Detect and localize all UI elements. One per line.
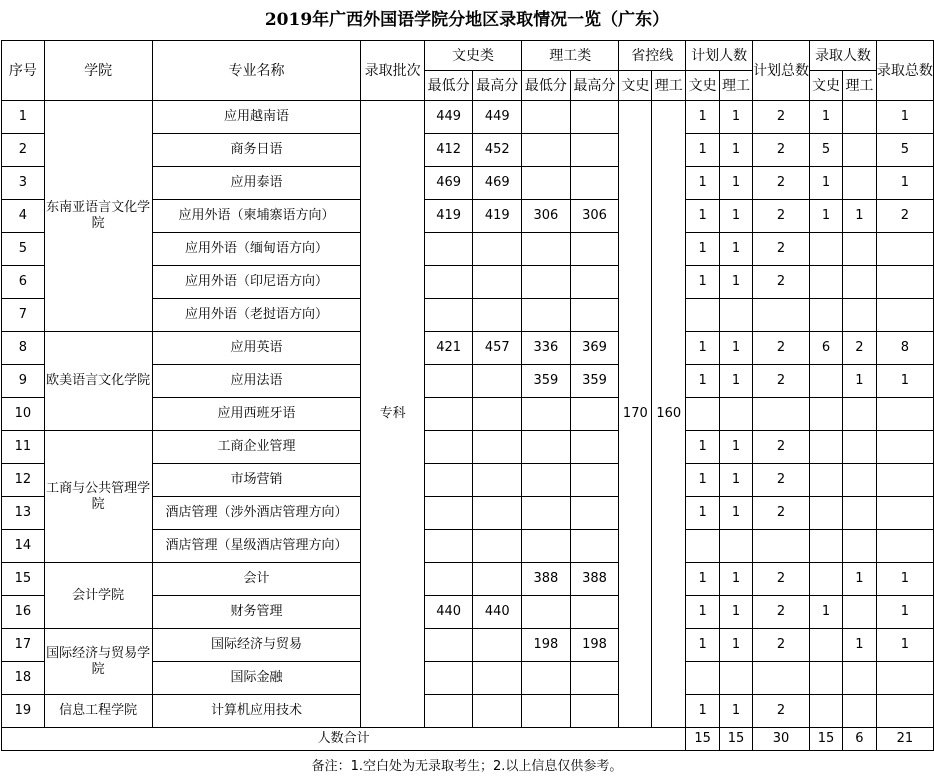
cell-admit-total <box>876 530 933 563</box>
cell-major: 应用越南语 <box>152 101 361 134</box>
cell-arts-max <box>473 497 522 530</box>
cell-plan-sci: 1 <box>720 233 753 266</box>
total-label: 人数合计 <box>2 728 686 751</box>
cell-plan-sci: 1 <box>720 167 753 200</box>
cell-sci-max <box>570 266 619 299</box>
table-row <box>2 332 934 365</box>
cell-admit-sci <box>843 695 877 728</box>
cell-plan-arts: 1 <box>686 101 720 134</box>
header-plan-arts: 文史 <box>686 71 720 101</box>
sheet-title: 2019年广西外国语学院分地区录取情况一览（广东） <box>264 10 670 30</box>
cell-admit-sci <box>843 167 877 200</box>
header-batch: 录取批次 <box>361 41 424 101</box>
cell-plan-sci: 1 <box>720 266 753 299</box>
cell-admit-arts <box>810 530 843 563</box>
cell-plan-arts: 1 <box>686 629 720 662</box>
header-college: 学院 <box>44 41 152 101</box>
cell-plan-total: 2 <box>753 332 810 365</box>
cell-admit-total <box>876 695 933 728</box>
header-admit-sci: 理工 <box>843 71 877 101</box>
header-control-arts: 文史 <box>619 71 652 101</box>
table-row <box>2 431 934 464</box>
cell-plan-arts: 1 <box>686 266 720 299</box>
cell-arts-min <box>424 299 473 332</box>
cell-admit-total: 1 <box>876 167 933 200</box>
cell-sci-min: 336 <box>522 332 571 365</box>
cell-plan-total <box>753 530 810 563</box>
cell-admit-arts: 1 <box>810 101 843 134</box>
cell-arts-min: 440 <box>424 596 473 629</box>
cell-admit-sci: 1 <box>843 200 877 233</box>
cell-admit-total <box>876 497 933 530</box>
cell-admit-total <box>876 266 933 299</box>
total-plan-total: 30 <box>753 728 810 751</box>
cell-sci-max <box>570 134 619 167</box>
cell-admit-total: 5 <box>876 134 933 167</box>
cell-major: 应用西班牙语 <box>152 398 361 431</box>
cell-plan-sci: 1 <box>720 332 753 365</box>
cell-plan-sci: 1 <box>720 200 753 233</box>
cell-plan-arts: 1 <box>686 332 720 365</box>
cell-sci-min <box>522 398 571 431</box>
cell-admit-total <box>876 431 933 464</box>
cell-admit-total: 2 <box>876 200 933 233</box>
cell-arts-min: 412 <box>424 134 473 167</box>
cell-plan-total: 2 <box>753 629 810 662</box>
cell-plan-sci: 1 <box>720 464 753 497</box>
cell-admit-total <box>876 662 933 695</box>
cell-admit-sci <box>843 299 877 332</box>
cell-admit-sci <box>843 431 877 464</box>
cell-sci-max <box>570 167 619 200</box>
cell-admit-arts: 1 <box>810 200 843 233</box>
cell-arts-max <box>473 662 522 695</box>
cell-admit-arts <box>810 629 843 662</box>
cell-seq: 6 <box>2 266 45 299</box>
cell-admit-sci <box>843 233 877 266</box>
cell-plan-arts: 1 <box>686 563 720 596</box>
total-admit-arts: 15 <box>810 728 843 751</box>
cell-seq: 19 <box>2 695 45 728</box>
cell-arts-max <box>473 266 522 299</box>
cell-arts-max <box>473 233 522 266</box>
total-plan-sci: 15 <box>720 728 753 751</box>
cell-seq: 15 <box>2 563 45 596</box>
header-sci-max: 最高分 <box>570 71 619 101</box>
cell-plan-total: 2 <box>753 233 810 266</box>
cell-sci-min <box>522 497 571 530</box>
cell-major: 酒店管理（星级酒店管理方向） <box>152 530 361 563</box>
cell-admit-sci <box>843 266 877 299</box>
cell-admit-total <box>876 233 933 266</box>
footnote: 备注：1.空白处为无录取考生；2.以上信息仅供参考。 <box>311 759 623 774</box>
cell-major: 酒店管理（涉外酒店管理方向） <box>152 497 361 530</box>
cell-admit-arts: 6 <box>810 332 843 365</box>
header-arts-group: 文史类 <box>424 41 521 71</box>
header-control-group: 省控线 <box>619 41 686 71</box>
table-row <box>2 695 934 728</box>
cell-arts-max <box>473 398 522 431</box>
cell-seq: 16 <box>2 596 45 629</box>
cell-plan-total: 2 <box>753 497 810 530</box>
cell-arts-max <box>473 629 522 662</box>
admission-table <box>1 40 934 751</box>
total-row <box>2 728 934 751</box>
cell-admit-sci: 1 <box>843 563 877 596</box>
cell-admit-arts: 1 <box>810 167 843 200</box>
cell-plan-sci <box>720 299 753 332</box>
cell-arts-min: 421 <box>424 332 473 365</box>
cell-major: 应用外语（老挝语方向） <box>152 299 361 332</box>
cell-arts-min <box>424 233 473 266</box>
cell-plan-arts: 1 <box>686 233 720 266</box>
cell-admit-arts <box>810 662 843 695</box>
header-plan-total: 计划总数 <box>753 41 810 101</box>
cell-major: 国际经济与贸易 <box>152 629 361 662</box>
cell-plan-sci: 1 <box>720 563 753 596</box>
cell-admit-arts <box>810 464 843 497</box>
cell-admit-sci <box>843 398 877 431</box>
cell-sci-min <box>522 101 571 134</box>
header-admit-total: 录取总数 <box>876 41 933 101</box>
cell-plan-sci: 1 <box>720 365 753 398</box>
cell-arts-min: 469 <box>424 167 473 200</box>
cell-plan-total: 2 <box>753 695 810 728</box>
table-row <box>2 563 934 596</box>
cell-admit-arts <box>810 497 843 530</box>
cell-plan-total: 2 <box>753 266 810 299</box>
cell-admit-sci <box>843 596 877 629</box>
cell-arts-max: 419 <box>473 200 522 233</box>
cell-arts-max <box>473 299 522 332</box>
cell-plan-total <box>753 299 810 332</box>
cell-major: 应用泰语 <box>152 167 361 200</box>
cell-college: 工商与公共管理学院 <box>44 431 152 563</box>
cell-arts-max <box>473 365 522 398</box>
cell-sci-max <box>570 431 619 464</box>
cell-plan-sci <box>720 398 753 431</box>
cell-college: 信息工程学院 <box>44 695 152 728</box>
cell-seq: 1 <box>2 101 45 134</box>
cell-sci-min: 359 <box>522 365 571 398</box>
cell-sci-max: 198 <box>570 629 619 662</box>
cell-seq: 7 <box>2 299 45 332</box>
cell-arts-max: 452 <box>473 134 522 167</box>
cell-admit-sci <box>843 662 877 695</box>
cell-arts-max <box>473 431 522 464</box>
cell-arts-min: 449 <box>424 101 473 134</box>
cell-admit-total: 1 <box>876 101 933 134</box>
cell-sci-min <box>522 134 571 167</box>
cell-arts-min <box>424 563 473 596</box>
cell-admit-sci: 1 <box>843 365 877 398</box>
cell-seq: 4 <box>2 200 45 233</box>
cell-seq: 17 <box>2 629 45 662</box>
cell-seq: 9 <box>2 365 45 398</box>
cell-arts-min <box>424 695 473 728</box>
cell-sci-max <box>570 233 619 266</box>
table-row <box>2 101 934 134</box>
cell-plan-total: 2 <box>753 596 810 629</box>
cell-sci-min <box>522 299 571 332</box>
cell-seq: 10 <box>2 398 45 431</box>
cell-plan-arts: 1 <box>686 134 720 167</box>
cell-sci-min <box>522 167 571 200</box>
total-admit-sci: 6 <box>843 728 877 751</box>
cell-seq: 5 <box>2 233 45 266</box>
cell-admit-arts <box>810 266 843 299</box>
cell-major: 工商企业管理 <box>152 431 361 464</box>
cell-plan-arts: 1 <box>686 596 720 629</box>
cell-admit-total <box>876 464 933 497</box>
cell-arts-max: 449 <box>473 101 522 134</box>
cell-sci-min <box>522 662 571 695</box>
cell-admit-sci <box>843 134 877 167</box>
cell-admit-total: 1 <box>876 563 933 596</box>
header-control-sci: 理工 <box>652 71 686 101</box>
cell-plan-sci: 1 <box>720 629 753 662</box>
cell-plan-sci: 1 <box>720 101 753 134</box>
header-sci-min: 最低分 <box>522 71 571 101</box>
cell-seq: 18 <box>2 662 45 695</box>
cell-sci-max <box>570 497 619 530</box>
cell-plan-arts: 1 <box>686 167 720 200</box>
cell-arts-max <box>473 464 522 497</box>
cell-college: 东南亚语言文化学院 <box>44 101 152 332</box>
cell-admit-arts: 5 <box>810 134 843 167</box>
cell-major: 应用外语（缅甸语方向） <box>152 233 361 266</box>
cell-plan-total: 2 <box>753 167 810 200</box>
cell-plan-total: 2 <box>753 134 810 167</box>
cell-arts-min <box>424 464 473 497</box>
cell-seq: 2 <box>2 134 45 167</box>
cell-plan-arts: 1 <box>686 464 720 497</box>
cell-major: 应用外语（印尼语方向） <box>152 266 361 299</box>
cell-college: 欧美语言文化学院 <box>44 332 152 431</box>
cell-college: 会计学院 <box>44 563 152 629</box>
cell-arts-min <box>424 530 473 563</box>
cell-major: 应用法语 <box>152 365 361 398</box>
cell-plan-arts: 1 <box>686 200 720 233</box>
cell-admit-arts <box>810 299 843 332</box>
cell-arts-min <box>424 431 473 464</box>
header-plan-group: 计划人数 <box>686 41 753 71</box>
cell-sci-min <box>522 695 571 728</box>
cell-sci-max: 369 <box>570 332 619 365</box>
cell-major: 会计 <box>152 563 361 596</box>
cell-sci-max <box>570 101 619 134</box>
cell-admit-sci: 1 <box>843 629 877 662</box>
cell-sci-max: 359 <box>570 365 619 398</box>
cell-seq: 13 <box>2 497 45 530</box>
header-admit-arts: 文史 <box>810 71 843 101</box>
cell-sci-max <box>570 464 619 497</box>
cell-plan-total: 2 <box>753 431 810 464</box>
cell-major: 市场营销 <box>152 464 361 497</box>
cell-plan-sci: 1 <box>720 695 753 728</box>
cell-sci-max <box>570 695 619 728</box>
total-admit-total: 21 <box>876 728 933 751</box>
header-admit-group: 录取人数 <box>810 41 877 71</box>
cell-plan-sci: 1 <box>720 497 753 530</box>
cell-arts-min <box>424 629 473 662</box>
cell-admit-total: 1 <box>876 629 933 662</box>
cell-plan-arts: 1 <box>686 365 720 398</box>
cell-arts-min <box>424 365 473 398</box>
header-arts-max: 最高分 <box>473 71 522 101</box>
cell-arts-max <box>473 695 522 728</box>
cell-sci-min <box>522 431 571 464</box>
cell-sci-max <box>570 530 619 563</box>
header-seq: 序号 <box>2 41 45 101</box>
cell-major: 计算机应用技术 <box>152 695 361 728</box>
cell-control-arts: 170 <box>619 101 652 728</box>
cell-admit-sci: 2 <box>843 332 877 365</box>
cell-arts-max: 469 <box>473 167 522 200</box>
cell-control-sci: 160 <box>652 101 686 728</box>
cell-major: 应用英语 <box>152 332 361 365</box>
cell-plan-arts: 1 <box>686 497 720 530</box>
cell-plan-arts <box>686 662 720 695</box>
cell-arts-min <box>424 398 473 431</box>
cell-plan-sci: 1 <box>720 431 753 464</box>
cell-plan-arts: 1 <box>686 431 720 464</box>
cell-seq: 8 <box>2 332 45 365</box>
cell-sci-min <box>522 233 571 266</box>
cell-seq: 12 <box>2 464 45 497</box>
cell-admit-sci <box>843 101 877 134</box>
cell-batch: 专科 <box>361 101 424 728</box>
cell-plan-sci <box>720 662 753 695</box>
total-plan-arts: 15 <box>686 728 720 751</box>
cell-sci-min <box>522 596 571 629</box>
cell-plan-arts <box>686 530 720 563</box>
cell-admit-arts <box>810 365 843 398</box>
cell-plan-sci: 1 <box>720 596 753 629</box>
cell-sci-max: 388 <box>570 563 619 596</box>
cell-sci-min <box>522 530 571 563</box>
cell-sci-max <box>570 398 619 431</box>
cell-admit-arts <box>810 563 843 596</box>
cell-plan-total: 2 <box>753 101 810 134</box>
cell-college: 国际经济与贸易学院 <box>44 629 152 695</box>
cell-admit-sci <box>843 530 877 563</box>
cell-admit-total <box>876 398 933 431</box>
cell-plan-arts <box>686 398 720 431</box>
cell-admit-sci <box>843 464 877 497</box>
cell-plan-total <box>753 398 810 431</box>
cell-seq: 3 <box>2 167 45 200</box>
cell-sci-max <box>570 596 619 629</box>
header-row-1 <box>2 41 934 71</box>
cell-admit-total: 1 <box>876 365 933 398</box>
cell-admit-arts <box>810 233 843 266</box>
cell-plan-total: 2 <box>753 200 810 233</box>
cell-plan-total: 2 <box>753 563 810 596</box>
table-row <box>2 629 934 662</box>
cell-sci-max <box>570 662 619 695</box>
cell-sci-max: 306 <box>570 200 619 233</box>
cell-arts-min: 419 <box>424 200 473 233</box>
cell-major: 商务日语 <box>152 134 361 167</box>
cell-plan-arts <box>686 299 720 332</box>
cell-plan-sci <box>720 530 753 563</box>
cell-arts-min <box>424 662 473 695</box>
cell-arts-max <box>473 563 522 596</box>
cell-arts-min <box>424 266 473 299</box>
cell-sci-max <box>570 299 619 332</box>
cell-plan-sci: 1 <box>720 134 753 167</box>
cell-sci-min: 198 <box>522 629 571 662</box>
cell-sci-min <box>522 266 571 299</box>
cell-seq: 14 <box>2 530 45 563</box>
cell-admit-total: 8 <box>876 332 933 365</box>
cell-major: 应用外语（柬埔寨语方向） <box>152 200 361 233</box>
cell-admit-arts <box>810 431 843 464</box>
cell-arts-max <box>473 530 522 563</box>
cell-major: 国际金融 <box>152 662 361 695</box>
cell-admit-total: 1 <box>876 596 933 629</box>
cell-arts-max: 457 <box>473 332 522 365</box>
cell-arts-min <box>424 497 473 530</box>
header-arts-min: 最低分 <box>424 71 473 101</box>
header-major: 专业名称 <box>152 41 361 101</box>
cell-admit-arts <box>810 398 843 431</box>
cell-plan-arts: 1 <box>686 695 720 728</box>
header-plan-sci: 理工 <box>720 71 753 101</box>
cell-seq: 11 <box>2 431 45 464</box>
cell-sci-min: 306 <box>522 200 571 233</box>
cell-arts-max: 440 <box>473 596 522 629</box>
cell-major: 财务管理 <box>152 596 361 629</box>
cell-admit-total <box>876 299 933 332</box>
cell-plan-total <box>753 662 810 695</box>
cell-admit-arts: 1 <box>810 596 843 629</box>
header-sci-group: 理工类 <box>522 41 619 71</box>
cell-plan-total: 2 <box>753 365 810 398</box>
cell-admit-sci <box>843 497 877 530</box>
cell-sci-min <box>522 464 571 497</box>
cell-admit-arts <box>810 695 843 728</box>
cell-plan-total: 2 <box>753 464 810 497</box>
cell-sci-min: 388 <box>522 563 571 596</box>
